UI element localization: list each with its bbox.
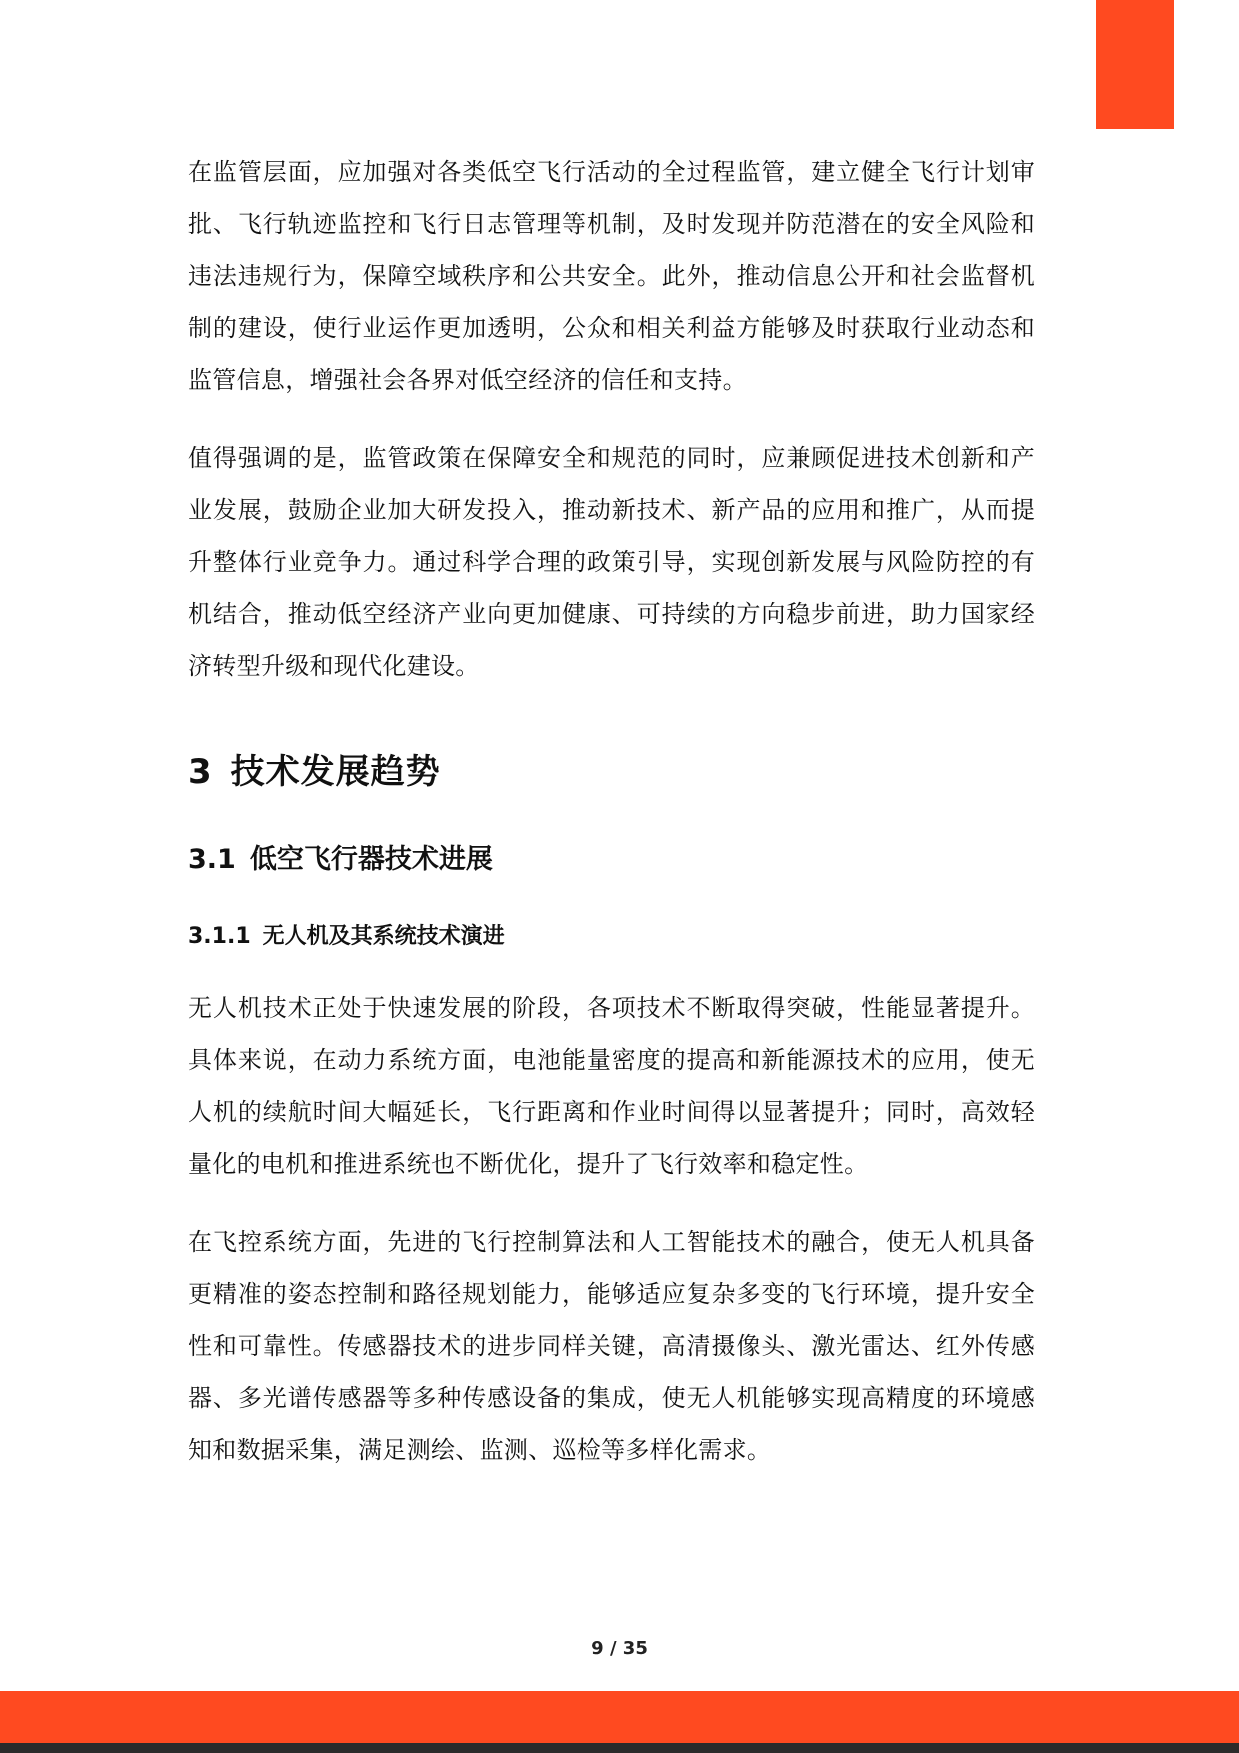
footer-dark-strip [0,1743,1239,1753]
paragraph-supervision: 在监管层面，应加强对各类低空飞行活动的全过程监管，建立健全飞行计划审批、飞行轨迹监控和飞行日志管理等机制，及时发现并防范潜在的安全风险和违法违规行为，保障空域秩序和公共安全。此外，推动信息公开和社会监督机制的建设，使行业运作更加透明，公众和相关利益方能够及时获取行业动态和监管信息，增强社会各界对低空经济的信任和支持。 [188,158,1035,394]
subsubsection-title: 无人机及其系统技术演进 [262,924,505,949]
subsection-title: 低空飞行器技术进展 [249,844,493,875]
corner-accent-tab [1096,0,1174,129]
subsection-heading [188,840,1035,880]
subsubsection-number: 3.1.1 [188,924,251,949]
subsection-number: 3.1 [188,844,236,875]
page-number: 9 / 35 [591,1638,648,1659]
section-number: 3 [188,752,213,792]
page-content [188,146,1035,1476]
subsubsection-heading [188,920,1035,954]
section-title: 技术发展趋势 [230,752,441,792]
footer-accent-bar [0,1691,1239,1743]
paragraph-policy-balance: 值得强调的是，监管政策在保障安全和规范的同时，应兼顾促进技术创新和产业发展，鼓励企业加大研发投入，推动新技术、新产品的应用和推广，从而提升整体行业竞争力。通过科学合理的政策引导，实现创新发展与风险防控的有机结合，推动低空经济产业向更加健康、可持续的方向稳步前进，助力国家经济转型升级和现代化建设。 [188,444,1035,680]
paragraph-flight-control: 在飞控系统方面，先进的飞行控制算法和人工智能技术的融合，使无人机具备更精准的姿态控制和路径规划能力，能够适应复杂多变的飞行环境，提升安全性和可靠性。传感器技术的进步同样关键，高清摄像头、激光雷达、红外传感器、多光谱传感器等多种传感设备的集成，使无人机能够实现高精度的环境感知和数据采集，满足测绘、监测、巡检等多样化需求。 [188,1228,1035,1464]
section-heading [188,748,1035,796]
paragraph-drone-power: 无人机技术正处于快速发展的阶段，各项技术不断取得突破，性能显著提升。具体来说，在动力系统方面，电池能量密度的提高和新能源技术的应用，使无人机的续航时间大幅延长，飞行距离和作业时间得以显著提升；同时，高效轻量化的电机和推进系统也不断优化，提升了飞行效率和稳定性。 [188,994,1035,1178]
